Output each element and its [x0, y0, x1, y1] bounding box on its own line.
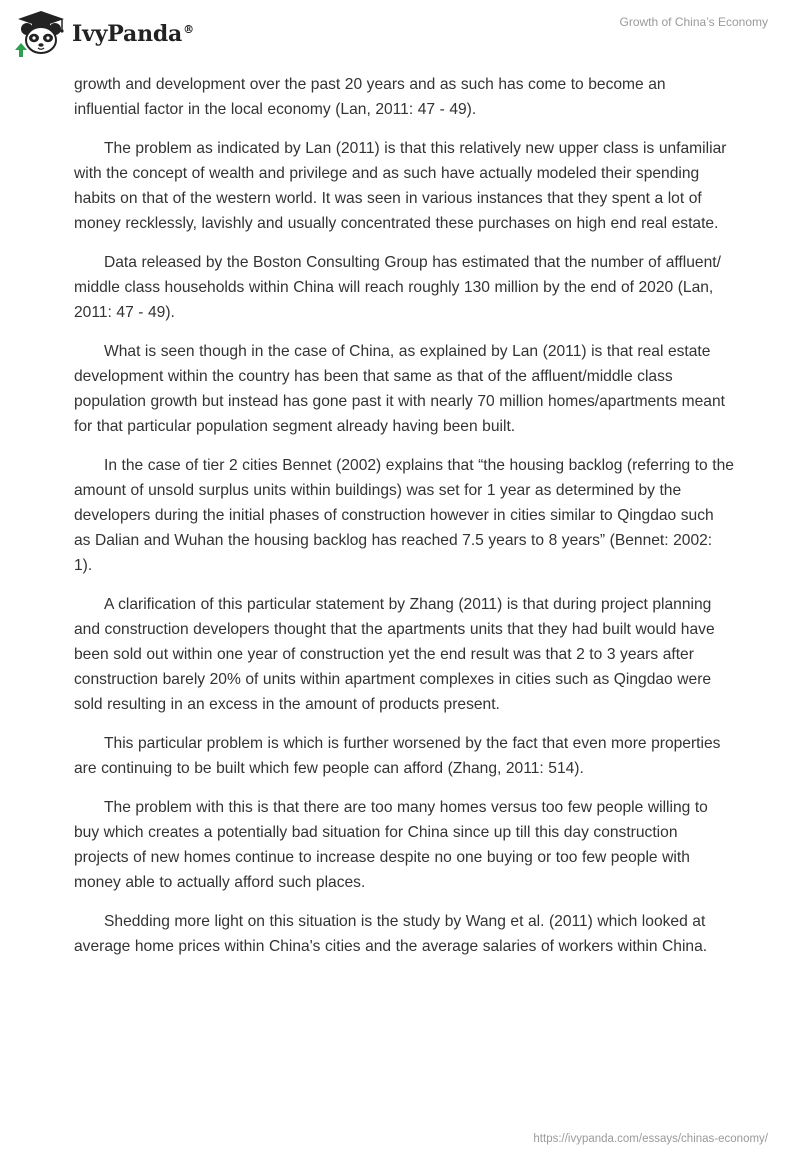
document-title: Growth of China’s Economy: [619, 15, 768, 29]
brand-name: IvyPanda®: [72, 21, 194, 47]
paragraph: growth and development over the past 20 years and as such has come to become an influential factor in the local economy (Lan, 2011: 47 - 49).: [74, 76, 666, 118]
paragraph: The problem as indicated by Lan (2011) is that this relatively new upper class is unfamiliar with the concept of wealth and privilege and as such have actually modeled their spending habits on that of the western world. It was seen in various instances that they spent a lot of money recklessly, lavishly and usually concentrated these purchases on high end real estate.: [74, 140, 727, 232]
panda-graduate-logo-icon: [12, 8, 70, 58]
registered-mark: ®: [183, 22, 194, 36]
article-body: [74, 72, 734, 973]
paragraph: Data released by the Boston Consulting Group has estimated that the number of affluent/ middle class households within China will reach roughly 130 million by the end of 2020 (Lan, 2011: 47 - 49).: [74, 254, 721, 321]
paragraph: A clarification of this particular statement by Zhang (2011) is that during project planning and construction developers thought that the apartments units that they had built would have been sold out within one year of construction yet the end result was that 2 to 3 years after construction barely 20% of units within apartment complexes in cities such as Qingdao were sold resulting in an excess in the amount of products present.: [74, 596, 715, 713]
page-header: [0, 0, 800, 70]
paragraph: Shedding more light on this situation is the study by Wang et al. (2011) which looked at average home prices within China's cities and the average salaries of workers within China.: [74, 913, 708, 955]
brand-logo[interactable]: [12, 8, 194, 58]
paragraph: In the case of tier 2 cities Bennet (2002) explains that “the housing backlog (referring to the amount of unsold surplus units within buildings) was set for 1 year as determined by the developers during the initial phases of construction however in cities similar to Qingdao such as Dalian and Wuhan the housing backlog has reached 7.5 years to 8 years” (Bennet: 2002: 1).: [74, 457, 734, 574]
source-url-link[interactable]: https://ivypanda.com/essays/chinas-economy/: [533, 1133, 768, 1145]
paragraph: What is seen though in the case of China, as explained by Lan (2011) is that real estate development within the country has been that same as that of the affluent/middle class population growth but instead has gone past it with nearly 70 million homes/apartments meant for that particular population segment already having been built.: [74, 343, 725, 435]
paragraph: This particular problem is which is further worsened by the fact that even more properties are continuing to be built which few people can afford (Zhang, 2011: 514).: [74, 735, 721, 777]
paragraph: The problem with this is that there are too many homes versus too few people willing to buy which creates a potentially bad situation for China since up till this day construction projects of new homes continue to increase despite no one buying or too few people with money able to actually afford such places.: [74, 799, 708, 891]
